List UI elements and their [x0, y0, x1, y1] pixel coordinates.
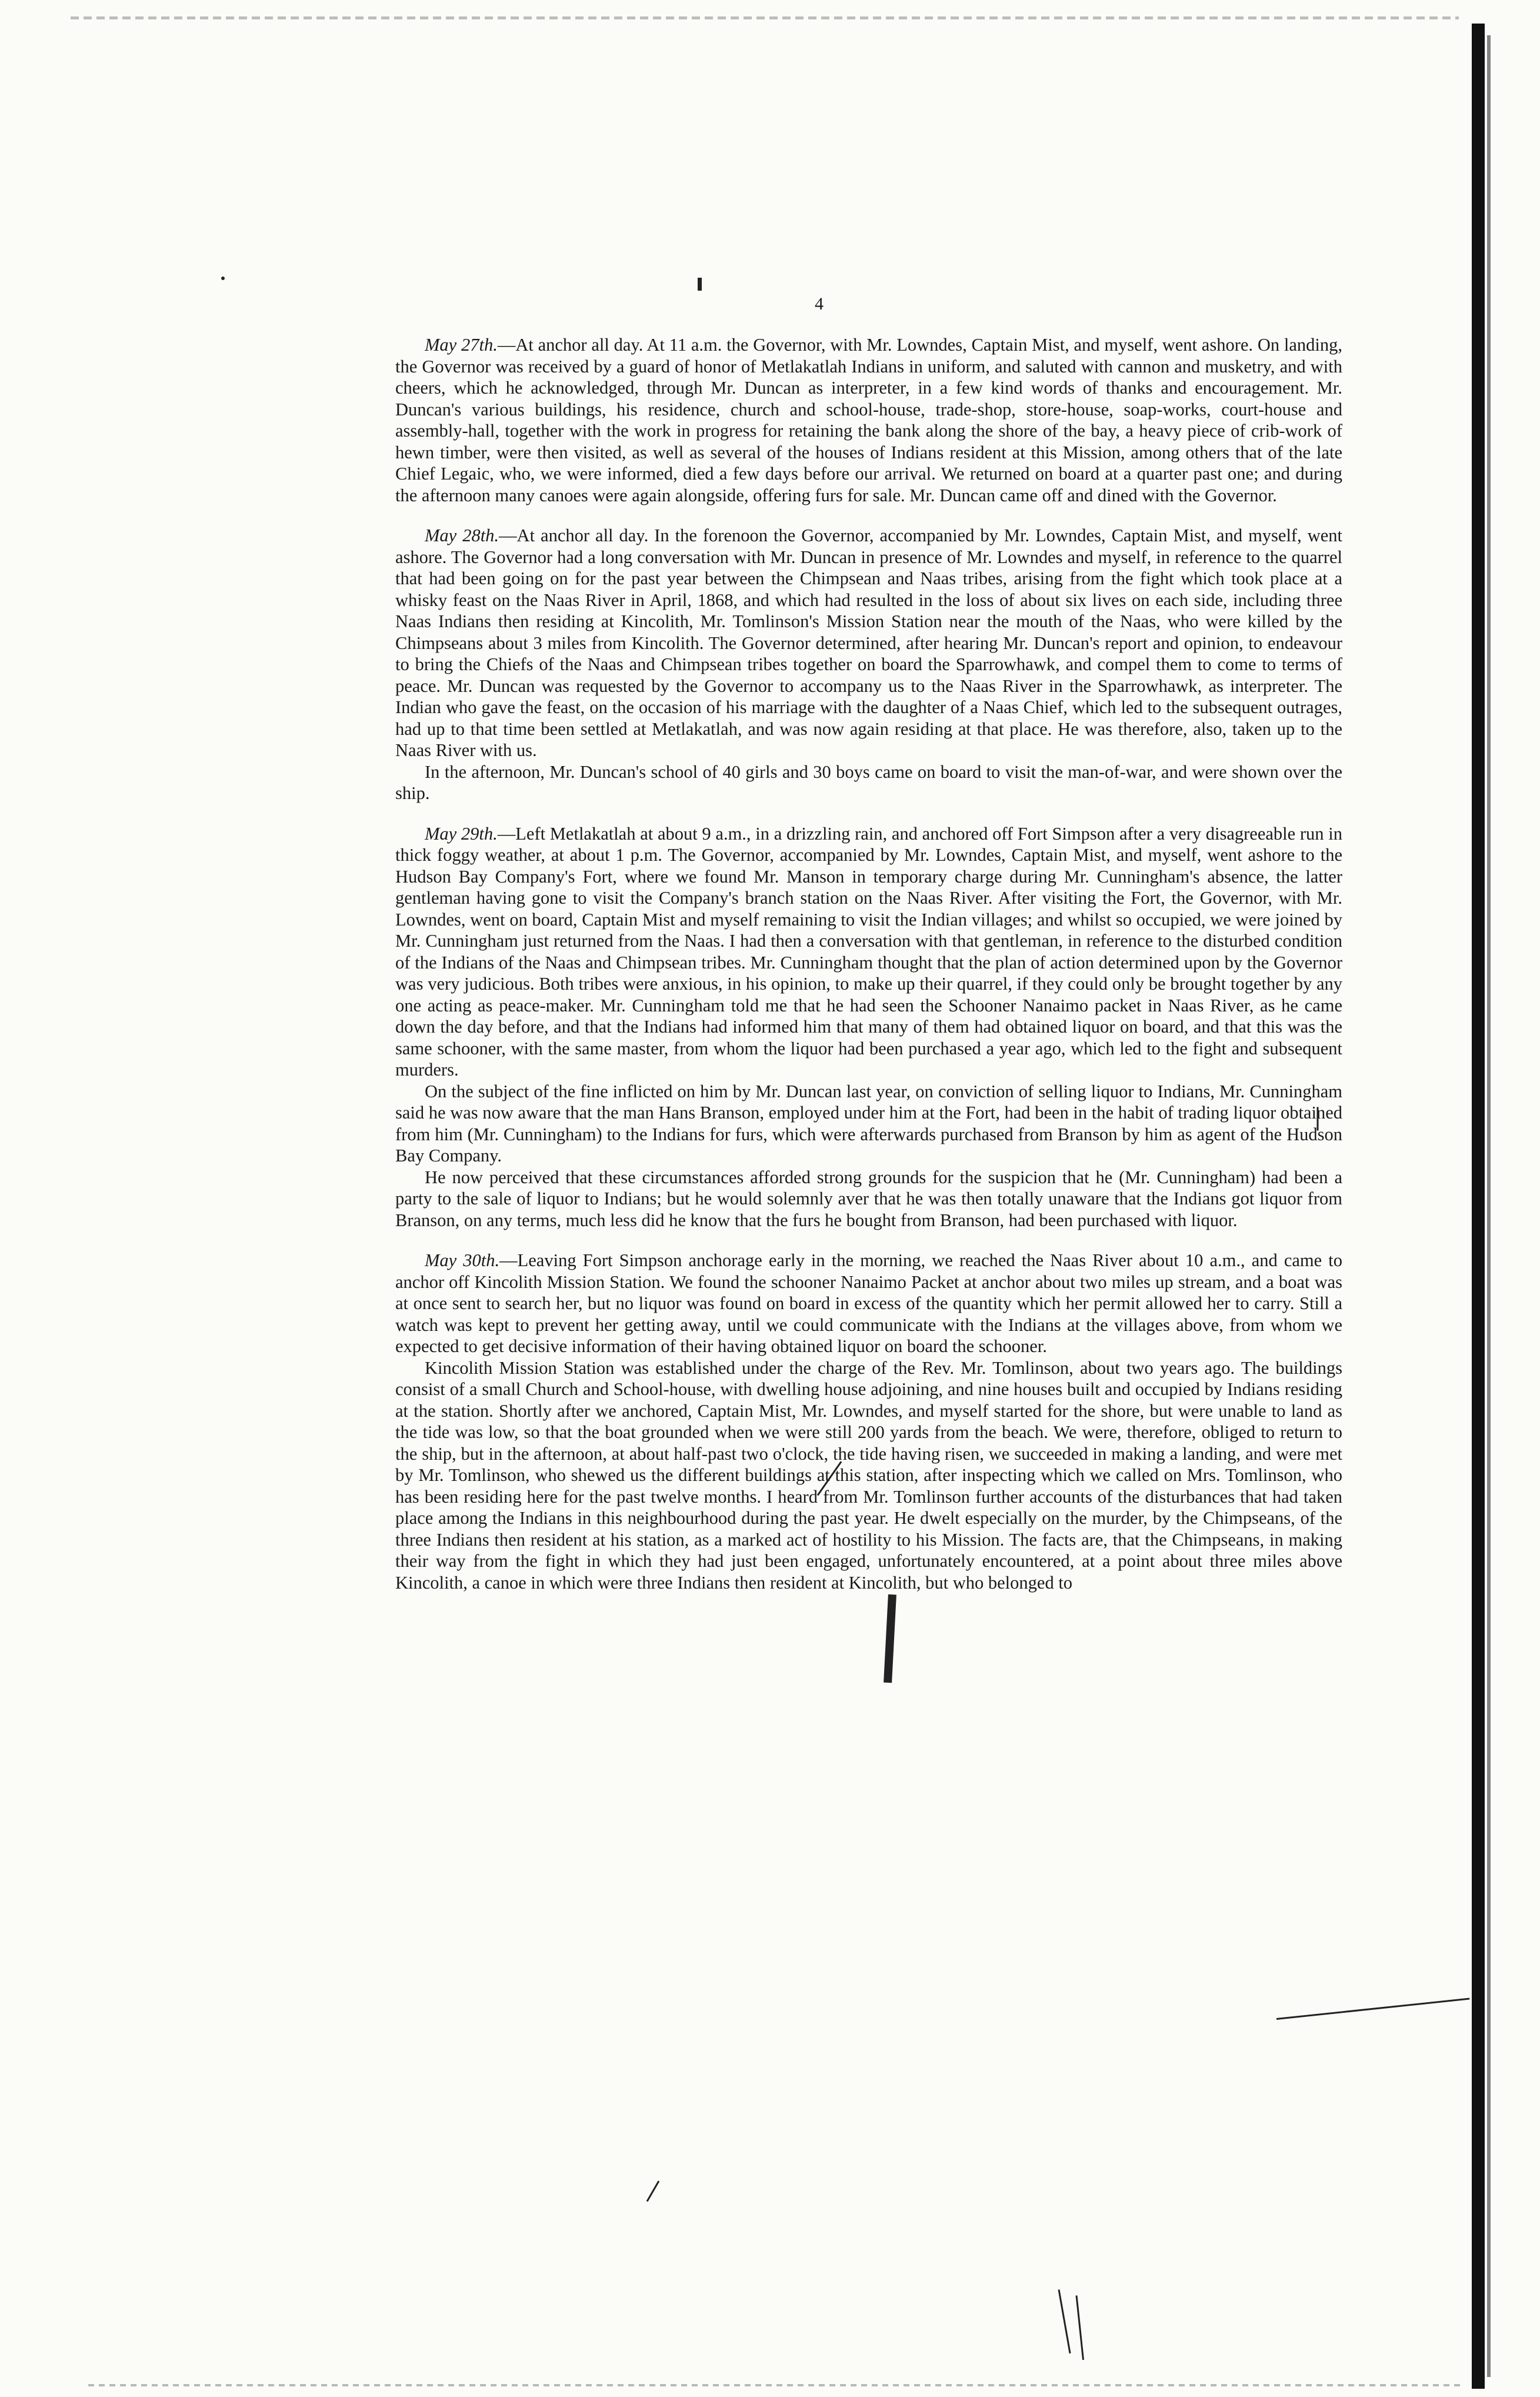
scan-speck	[221, 277, 225, 280]
paragraph	[395, 1081, 1342, 1167]
page-number: 4	[815, 294, 824, 314]
paragraph	[395, 334, 1342, 506]
paragraph	[395, 1357, 1342, 1594]
paragraph	[395, 1250, 1342, 1357]
paragraph	[395, 1167, 1342, 1231]
paragraph-text: —Leaving Fort Simpson anchorage early in the morning, we reached the Naas River about 10 a.m., and came to anchor off Kincolith Mission Station. We found the schooner Nanaimo Packet at anchor about two miles up stream, and a boat was at once sent to search her, but no liquor was found on board in excess of the quantity which her permit allowed her to carry. Still a watch was kept to prevent her getting away, until we could communicate with the Indians at the villages above, from whom we expected to get decisive information of their having obtained liquor on board the schooner.	[395, 1250, 1342, 1356]
entry-date: May 29th.	[425, 823, 498, 844]
binding-edge-shadow	[1487, 35, 1491, 2377]
journal-entry	[395, 525, 1342, 804]
journal-entry	[395, 334, 1342, 506]
bottom-edge-rule	[88, 2384, 1465, 2386]
entry-date: May 28th.	[425, 525, 499, 545]
paragraph-text: On the subject of the fine inflicted on him by Mr. Duncan last year, on conviction of selling liquor to Indians, Mr. Cunningham said he was now aware that the man Hans Branson, employed under him at the Fort, had been in the habit of trading liquor obtained from him (Mr. Cunningham) to the Indians for furs, which were afterwards purchased from Branson by him as agent of the Hudson Bay Company.	[395, 1081, 1342, 1166]
paragraph-text: —At anchor all day. In the forenoon the Governor, accompanied by Mr. Lowndes, Captain Mist, and myself, went ashore. The Governor had a long conversation with Mr. Duncan in presence of Mr. Lowndes and myself, in reference to the quarrel that had been going on for the past year between the Chimpsean and Naas tribes, arising from the fight which took place at a whisky feast on the Naas River in April, 1868, and which had resulted in the loss of about six lives on each side, including three Naas Indians then residing at Kincolith, Mr. Tomlinson's Mission Station near the mouth of the Naas, who were killed by the Chimpseans about 3 miles from Kincolith. The Governor determined, after hearing Mr. Duncan's report and opinion, to endeavour to bring the Chiefs of the Naas and Chimpsean tribes together on board the Sparrowhawk, and compel them to come to terms of peace. Mr. Duncan was requested by the Governor to accompany us to the Naas River in the Sparrowhawk, as interpreter. The Indian who gave the feast, on the occasion of his marriage with the daughter of a Naas Chief, which led to the subsequent outrages, had up to that time been settled at Metlakatlah, and was now again residing at that place. He was therefore, also, taken up to the Naas River with us.	[395, 525, 1342, 760]
scan-speck	[698, 278, 702, 291]
paragraph-text: —Left Metlakatlah at about 9 a.m., in a drizzling rain, and anchored off Fort Simpson after a very disagreeable run in thick foggy weather, at about 1 p.m. The Governor, accompanied by Mr. Lowndes, Captain Mist, and myself, went ashore to the Hudson Bay Company's Fort, where we found Mr. Manson in temporary charge during Mr. Cunningham's absence, the latter gentleman having gone to visit the Company's branch station on the Naas River. After visiting the Fort, the Governor, with Mr. Lowndes, went on board, Captain Mist and myself remaining to visit the Indian villages; and whilst so occupied, we were joined by Mr. Cunningham just returned from the Naas. I had then a conversation with that gentleman, in reference to the disturbed condition of the Indians of the Naas and Chimpsean tribes. Mr. Cunningham thought that the plan of action determined upon by the Governor was very judicious. Both tribes were anxious, in his opinion, to make up their quarrel, if they could only be brought together by any one acting as peace-maker. Mr. Cunningham told me that he had seen the Schooner Nanaimo packet in Naas River, as he came down the day before, and that the Indians had informed him that many of them had obtained liquor on board, and that this was the same schooner, with the same master, from whom the liquor had been purchased a year ago, which led to the fight and subsequent murders.	[395, 823, 1343, 1080]
document-body	[395, 334, 1342, 1612]
paragraph-text: In the afternoon, Mr. Duncan's school of 40 girls and 30 boys came on board to visit the man-of-war, and were shown over the ship.	[395, 761, 1342, 803]
pen-stroke	[1276, 1998, 1470, 2020]
journal-entry	[395, 823, 1342, 1231]
pen-stroke	[1076, 2295, 1084, 2360]
paragraph-text: He now perceived that these circumstances afforded strong grounds for the suspicion that he (Mr. Cunningham) had been a party to the sale of liquor to Indians; but he would solemnly aver that he was then totally unaware that the Indians got liquor from Branson, on any terms, much less did he know that the furs he bought from Branson, had been purchased with liquor.	[395, 1167, 1342, 1230]
paragraph-text: —At anchor all day. At 11 a.m. the Governor, with Mr. Lowndes, Captain Mist, and myself, went ashore. On landing, the Governor was received by a guard of honor of Metlakatlah Indians in uniform, and saluted with cannon and musketry, and with cheers, which he acknowledged, through Mr. Duncan as interpreter, in a few kind words of thanks and encouragement. Mr. Duncan's various buildings, his residence, church and school-house, trade-shop, store-house, soap-works, court-house and assembly-hall, together with the work in progress for retaining the bank along the shore of the bay, a heavy piece of crib-work of hewn timber, were then visited, as well as several of the houses of Indians resident at this Mission, among others that of the late Chief Legaic, who, we were informed, died a few days before our arrival. We returned on board at a quarter past one; and during the afternoon many canoes were again alongside, offering furs for sale. Mr. Duncan came off and dined with the Governor.	[395, 335, 1342, 505]
paragraph-text: Kincolith Mission Station was established under the charge of the Rev. Mr. Tomlinson, about two years ago. The buildings consist of a small Church and School-house, with dwelling house adjoining, and nine houses built and occupied by Indians residing at the station. Shortly after we anchored, Captain Mist, Mr. Lowndes, and myself started for the shore, but were unable to land as the tide was low, so that the boat grounded when we were still 200 yards from the beach. We were, therefore, obliged to return to the ship, but in the afternoon, at about half-past two o'clock, the tide having risen, we succeeded in making a landing, and were met by Mr. Tomlinson, who shewed us the different buildings at this station, after inspecting which we called on Mrs. Tomlinson, who has been residing here for the past twelve months. I heard from Mr. Tomlinson further accounts of the disturbances that had taken place among the Indians in this neighbourhood during the past year. He dwelt especially on the murder, by the Chimpseans, of the three Indians then resident at his station, as a marked act of hostility to his Mission. The facts are, that the Chimpseans, in making their way from the fight in which they had just been engaged, unfortunately encountered, at a point about three miles above Kincolith, a canoe in which were three Indians then resident at Kincolith, but who belonged to	[395, 1357, 1342, 1593]
entry-date: May 27th.	[425, 335, 498, 355]
pen-stroke	[646, 2180, 660, 2202]
journal-entry	[395, 1250, 1342, 1593]
binding-edge	[1472, 24, 1485, 2389]
top-edge-rule	[71, 16, 1459, 19]
paragraph	[395, 761, 1342, 804]
paragraph	[395, 823, 1342, 1081]
entry-date: May 30th.	[425, 1250, 500, 1270]
paragraph	[395, 525, 1342, 761]
pen-stroke	[1058, 2289, 1071, 2353]
